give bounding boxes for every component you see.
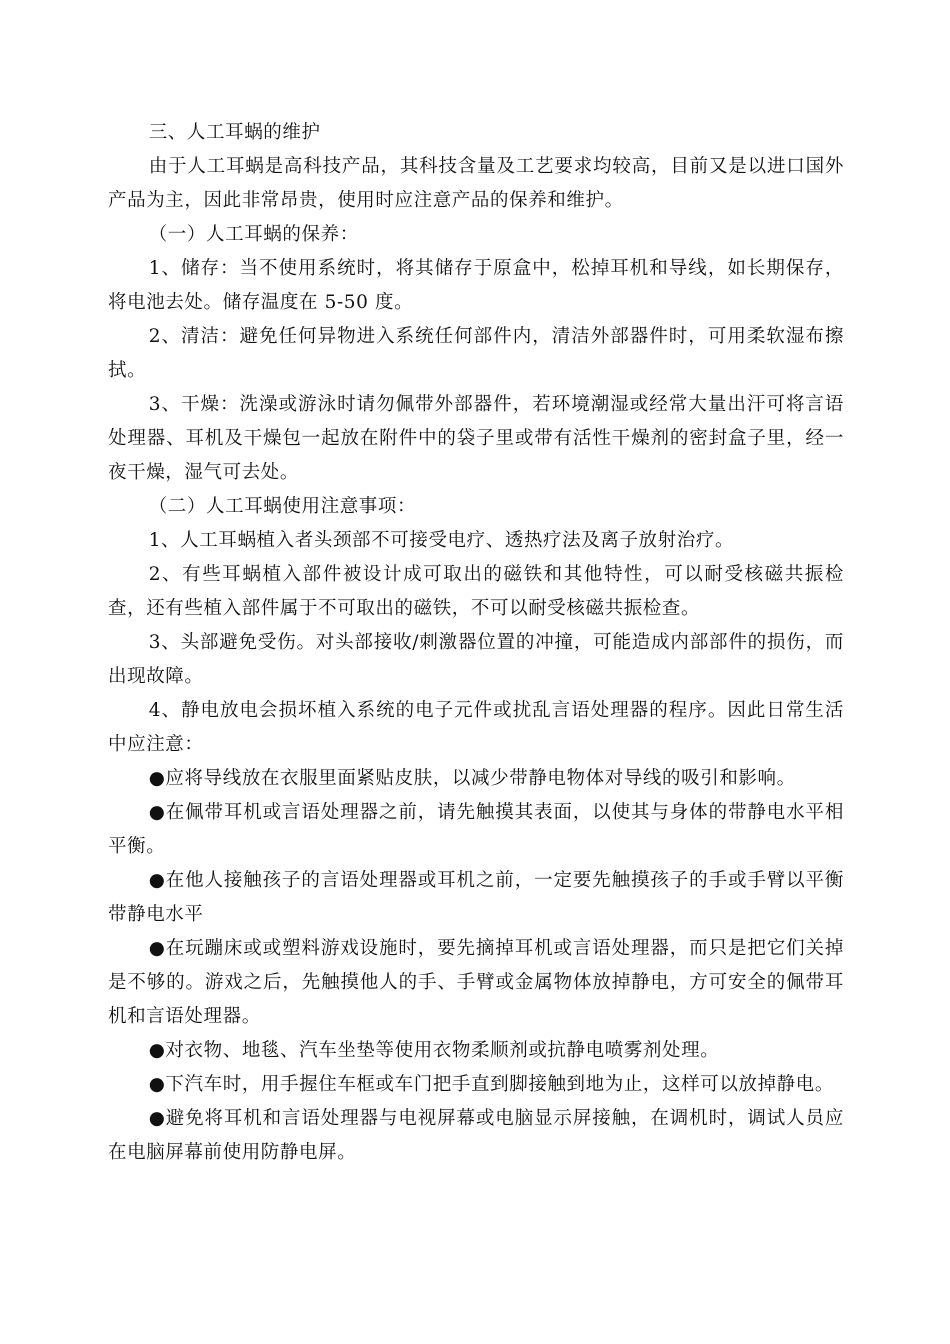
subsection-heading-maintenance: （一）人工耳蜗的保养： bbox=[148, 224, 359, 245]
bullet-item: ●应将导线放在衣服里面紧贴皮肤，以减少带静电物体对导线的吸引和影响。 bbox=[148, 768, 796, 789]
bullet-item: ●下汽车时，用手握住车框或车门把手直到脚接触到地为止，这样可以放掉静电。 bbox=[148, 1074, 834, 1095]
paragraph-precaution-2: 2、有些耳蜗植入部件被设计成可取出的磁铁和其他特性，可以耐受核磁共振检查，还有些植入部件属于不可取出的磁铁，不可以耐受核磁共振检查。 bbox=[108, 564, 844, 619]
paragraph-precaution-3: 3、头部避免受伤。对头部接收/刺激器位置的冲撞，可能造成内部部件的损伤，而出现故障。 bbox=[108, 632, 844, 687]
document-body bbox=[108, 116, 844, 1170]
bullet-item: ●在他人接触孩子的言语处理器或耳机之前，一定要先触摸孩子的手或手臂以平衡带静电水平 bbox=[108, 870, 844, 925]
paragraph-storage: 1、储存：当不使用系统时，将其储存于原盒中，松掉耳机和导线，如长期保存，将电池去处。储存温度在 5-50 度。 bbox=[108, 258, 844, 313]
section-heading: 三、人工耳蜗的维护 bbox=[148, 122, 321, 143]
bullet-item: ●避免将耳机和言语处理器与电视屏幕或电脑显示屏接触，在调机时，调试人员应在电脑屏幕前使用防静电屏。 bbox=[108, 1108, 844, 1163]
bullet-item: ●对衣物、地毯、汽车坐垫等使用衣物柔顺剂或抗静电喷雾剂处理。 bbox=[148, 1040, 720, 1061]
paragraph-drying: 3、干燥：洗澡或游泳时请勿佩带外部器件，若环境潮湿或经常大量出汗可将言语处理器、耳机及干燥包一起放在附件中的袋子里或带有活性干燥剂的密封盒子里，经一夜干燥，湿气可去处。 bbox=[108, 394, 844, 483]
subsection-heading-precautions: （二）人工耳蜗使用注意事项： bbox=[148, 496, 417, 517]
paragraph-precaution-1: 1、人工耳蜗植入者头颈部不可接受电疗、透热疗法及离子放射治疗。 bbox=[148, 530, 735, 551]
paragraph-precaution-4: 4、静电放电会损坏植入系统的电子元件或扰乱言语处理器的程序。因此日常生活中应注意： bbox=[108, 700, 844, 755]
paragraph-cleaning: 2、清洁：避免任何异物进入系统任何部件内，清洁外部器件时，可用柔软湿布擦拭。 bbox=[108, 326, 844, 381]
bullet-item: ●在玩蹦床或或塑料游戏设施时，要先摘掉耳机或言语处理器，而只是把它们关掉是不够的。游戏之后，先触摸他人的手、手臂或金属物体放掉静电，方可安全的佩带耳机和言语处理器。 bbox=[108, 938, 844, 1027]
bullet-item: ●在佩带耳机或言语处理器之前，请先触摸其表面，以使其与身体的带静电水平相平衡。 bbox=[108, 802, 844, 857]
paragraph-intro: 由于人工耳蜗是高科技产品，其科技含量及工艺要求均较高，目前又是以进口国外产品为主，因此非常昂贵，使用时应注意产品的保养和维护。 bbox=[108, 156, 844, 211]
